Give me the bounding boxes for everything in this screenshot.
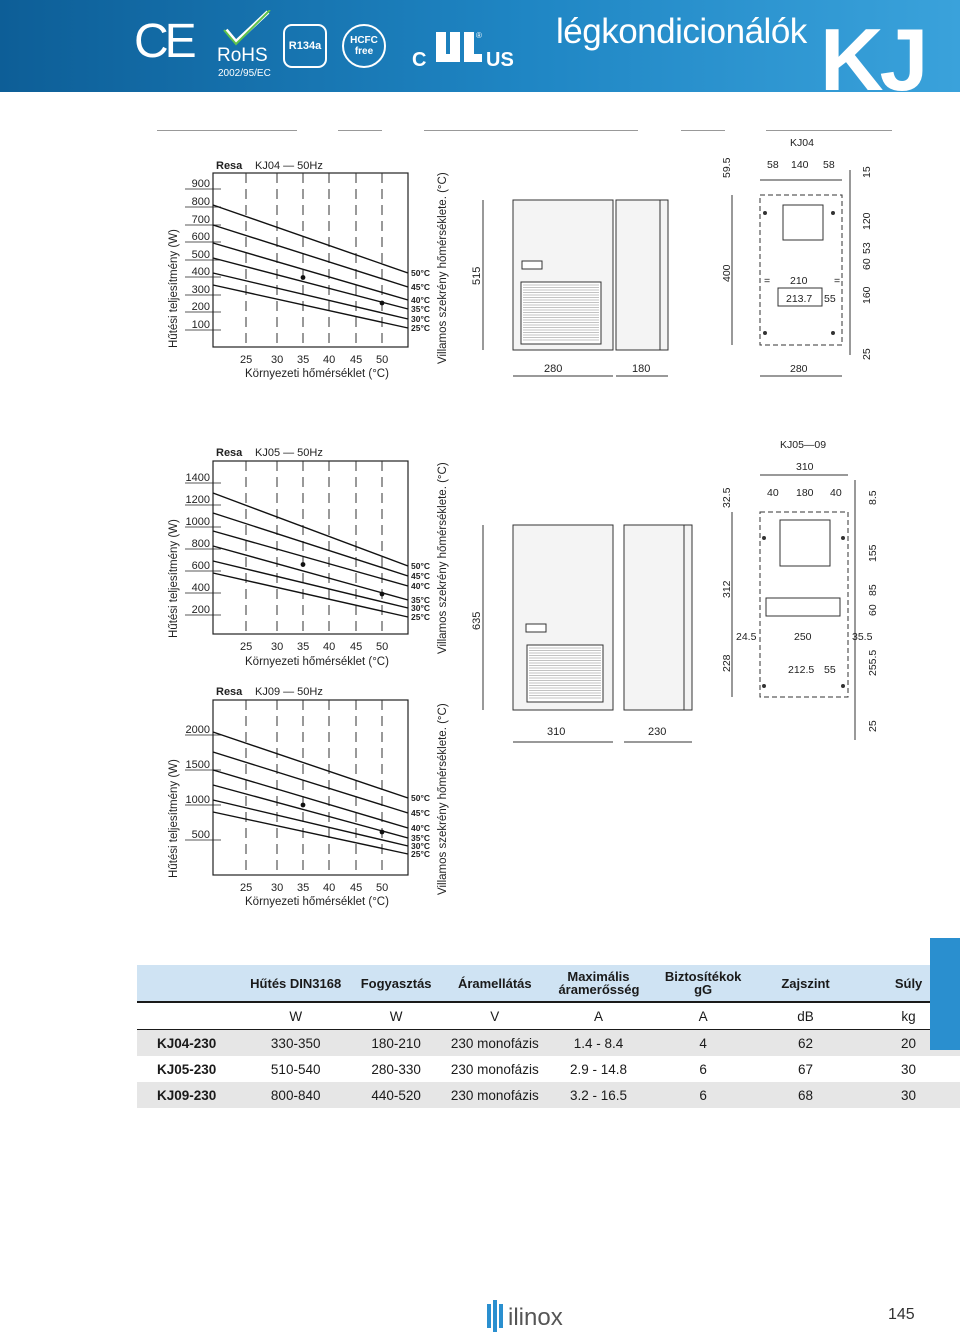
y-tick-label: 1200 — [185, 494, 210, 506]
x-tick-label: 30 — [271, 641, 284, 653]
performance-line — [213, 573, 408, 617]
dim-kj05-front: 310 — [547, 726, 566, 738]
dim-kj05-side: 230 — [648, 726, 667, 738]
reference-dot — [380, 830, 385, 835]
unit-cell: A — [545, 1002, 653, 1030]
table-row — [137, 1082, 960, 1108]
reference-dot — [380, 592, 385, 597]
table-cell: 230 monofázis — [450, 1061, 539, 1077]
table-cell: 6 — [699, 1061, 707, 1077]
y-tick-label: 500 — [191, 829, 210, 841]
y-tick-label: 600 — [191, 560, 210, 572]
dimension-label: 140 — [791, 159, 809, 171]
kj04-label: KJ04 — [790, 137, 814, 149]
dimension-label: 24.5 — [736, 631, 757, 643]
dimension-label: 85 — [867, 584, 879, 596]
series-label: 30°C — [411, 841, 430, 851]
unit-cell: kg — [857, 1002, 960, 1030]
table-cell: 30 — [857, 1082, 960, 1108]
dimension-label: 8.5 — [867, 490, 879, 505]
dimension-label: 210 — [790, 275, 808, 287]
performance-line — [213, 546, 408, 600]
dimension-label: 58 — [767, 159, 779, 171]
cul-c: C — [412, 49, 427, 71]
table-cell: 68 — [754, 1082, 857, 1108]
y-tick-label: 400 — [191, 582, 210, 594]
header-cell: Hűtés DIN3168 — [244, 965, 347, 1002]
chart-kj05 — [168, 447, 449, 668]
performance-line — [213, 752, 408, 813]
chart-ylabel: Hűtési teljesítmény (W) — [168, 519, 180, 638]
dimension-label: 160 — [861, 286, 873, 304]
x-tick-label: 45 — [350, 641, 363, 653]
table-row — [137, 1030, 960, 1057]
kj05-label: KJ05—09 — [780, 439, 827, 451]
dimension-label: 400 — [721, 264, 733, 282]
footer-brand: ilinox — [508, 1304, 563, 1331]
unit-cell-empty — [137, 1002, 244, 1030]
series-label: 25°C — [411, 612, 430, 622]
cutout-kj04 — [732, 170, 850, 376]
chart-side-label: Villamos szekrény hőmérséklete. (°C) — [437, 703, 449, 895]
dimension-label: 120 — [861, 212, 873, 230]
series-label: 40°C — [411, 823, 430, 833]
performance-line — [213, 513, 408, 576]
x-tick-label: 40 — [323, 641, 336, 653]
dimension-label: 32.5 — [721, 487, 733, 508]
x-tick-label: 35 — [297, 882, 310, 894]
x-tick-label: 35 — [297, 641, 310, 653]
dimension-label: 60 — [861, 258, 873, 270]
table-cell: 4 — [652, 1030, 754, 1057]
y-tick-label: 700 — [191, 214, 210, 226]
table-cell: 440-520 — [347, 1082, 445, 1108]
y-tick-label: 200 — [191, 604, 210, 616]
x-tick-label: 40 — [323, 882, 336, 894]
dimension-label: 25 — [861, 348, 873, 360]
spec-table — [137, 965, 960, 1108]
performance-line — [213, 273, 408, 319]
chart-brand: Resa — [216, 447, 243, 459]
table-cell: 800-840 — [244, 1082, 347, 1108]
chart-xlabel: Környezeti hőmérséklet (°C) — [245, 896, 389, 908]
dimension-label: 180 — [796, 487, 814, 499]
table-cell: 330-350 — [244, 1030, 347, 1057]
chart-xlabel: Környezeti hőmérséklet (°C) — [245, 368, 389, 380]
y-tick-label: 800 — [191, 538, 210, 550]
table-cell: 62 — [754, 1030, 857, 1057]
dimension-label: 213.7 — [786, 293, 813, 305]
dim-kj04-front: 280 — [544, 363, 563, 375]
x-tick-label: 50 — [376, 641, 389, 653]
hcfc-line2: free — [354, 46, 374, 57]
performance-line — [213, 493, 408, 566]
x-tick-label: 50 — [376, 882, 389, 894]
dimension-label: 53 — [861, 242, 873, 254]
x-tick-label: 30 — [271, 354, 284, 366]
chart-brand: Resa — [216, 686, 243, 698]
header-cell-model — [137, 965, 244, 1002]
x-tick-label: 50 — [376, 354, 389, 366]
dimension-label: 310 — [796, 461, 814, 473]
dimension-label: 25 — [867, 720, 879, 732]
y-tick-label: 1500 — [185, 759, 210, 771]
chart-model: KJ09 — 50Hz — [255, 686, 323, 698]
y-tick-label: 2000 — [185, 724, 210, 736]
dimension-label: 312 — [721, 580, 733, 598]
series-label: 45°C — [411, 571, 430, 581]
table-cell: 20 — [857, 1030, 960, 1057]
chart-brand: Resa — [216, 160, 243, 172]
dimension-label: 40 — [830, 487, 842, 499]
header-cell: Áramellátás — [445, 965, 545, 1002]
chart-side-label: Villamos szekrény hőmérséklete. (°C) — [437, 462, 449, 654]
performance-line — [213, 732, 408, 798]
table-cell: 180-210 — [347, 1030, 445, 1057]
reference-dot — [301, 803, 306, 808]
header-cell-text: Maximális áramerősség — [558, 969, 640, 997]
dimension-label: = — [834, 275, 841, 287]
page-number: 145 — [888, 1306, 915, 1323]
hcfc-line1: HCFC — [350, 35, 378, 46]
performance-line — [213, 561, 408, 608]
y-tick-label: 900 — [191, 178, 210, 190]
table-cell: 510-540 — [270, 1061, 321, 1077]
y-tick-label: 400 — [191, 266, 210, 278]
y-tick-label: 1000 — [185, 794, 210, 806]
chart-kj09 — [168, 686, 449, 908]
dim-kj04-side: 180 — [632, 363, 651, 375]
chart-frame — [213, 461, 408, 634]
series-label: 50°C — [411, 268, 430, 278]
performance-line — [213, 785, 408, 838]
dimension-label: 40 — [767, 487, 779, 499]
chart-model: KJ04 — 50Hz — [255, 160, 323, 172]
x-tick-label: 30 — [271, 882, 284, 894]
series-label: 25°C — [411, 323, 430, 333]
unit-cell: dB — [754, 1002, 857, 1030]
performance-line — [213, 531, 408, 586]
unit-cell: A — [652, 1002, 754, 1030]
y-tick-label: 800 — [191, 196, 210, 208]
dimension-label: 55 — [824, 293, 836, 305]
header-cell — [545, 965, 653, 1002]
x-tick-label: 25 — [240, 354, 253, 366]
series-code: KJ — [820, 10, 925, 92]
chart-ylabel: Hűtési teljesítmény (W) — [168, 229, 180, 348]
header-cell: Biztosítékok gG — [652, 965, 754, 1002]
model-cell: KJ05-230 — [157, 1061, 217, 1077]
table-cell: 1.4 - 8.4 — [545, 1030, 653, 1057]
series-label: 40°C — [411, 295, 430, 305]
dimension-label: 58 — [823, 159, 835, 171]
dimension-label: 59.5 — [721, 157, 733, 178]
rohs-label: RoHS — [217, 45, 268, 66]
y-tick-label: 100 — [191, 319, 210, 331]
header-cell: Fogyasztás — [347, 965, 445, 1002]
dimension-label: 255.5 — [867, 649, 879, 676]
dimension-label: 60 — [867, 604, 879, 616]
dimension-label: 250 — [794, 631, 812, 643]
y-tick-label: 500 — [191, 249, 210, 261]
series-label: 30°C — [411, 603, 430, 613]
units-row — [137, 1002, 960, 1030]
dimension-label: 55 — [824, 664, 836, 676]
y-tick-label: 200 — [191, 301, 210, 313]
unit-cell: V — [445, 1002, 545, 1030]
dimension-label: 15 — [861, 166, 873, 178]
dimension-label: 280 — [790, 363, 808, 375]
performance-line — [213, 812, 408, 854]
series-label: 30°C — [411, 314, 430, 324]
table-cell: 2.9 - 14.8 — [569, 1061, 627, 1077]
dimension-label: 212.5 — [788, 664, 815, 676]
performance-line — [213, 258, 408, 309]
y-tick-label: 300 — [191, 284, 210, 296]
dimension-label: 228 — [721, 654, 733, 672]
ilinox-logo — [487, 1300, 587, 1332]
unit-cell: W — [244, 1002, 347, 1030]
header-cell: Zajszint — [754, 965, 857, 1002]
dim-kj05-height: 635 — [471, 611, 483, 630]
dimension-label: 155 — [867, 544, 879, 562]
cutout-kj05 — [732, 475, 855, 740]
drawing-kj04-views — [483, 200, 668, 376]
model-cell: KJ04-230 — [137, 1030, 244, 1057]
series-label: 25°C — [411, 849, 430, 859]
table-cell: 67 — [798, 1061, 814, 1077]
table-cell: 230 monofázis — [445, 1082, 545, 1108]
performance-line — [213, 225, 408, 287]
series-label: 35°C — [411, 595, 430, 605]
chart-xlabel: Környezeti hőmérséklet (°C) — [245, 656, 389, 668]
model-cell: KJ09-230 — [137, 1082, 244, 1108]
chart-ylabel: Hűtési teljesítmény (W) — [168, 759, 180, 878]
performance-line — [213, 800, 408, 846]
dim-kj04-height: 515 — [471, 266, 483, 285]
cul-reg: ® — [476, 31, 482, 40]
series-label: 35°C — [411, 304, 430, 314]
dimension-label: 35.5 — [852, 631, 873, 643]
x-tick-label: 25 — [240, 641, 253, 653]
x-tick-label: 45 — [350, 882, 363, 894]
cul-us: US — [486, 49, 514, 71]
series-label: 40°C — [411, 581, 430, 591]
series-label: 45°C — [411, 808, 430, 818]
reference-dot — [380, 301, 385, 306]
table-cell: 6 — [652, 1082, 754, 1108]
drawing-kj05-views — [483, 525, 692, 742]
table-row — [137, 1056, 960, 1082]
table-cell: 3.2 - 16.5 — [545, 1082, 653, 1108]
series-label: 35°C — [411, 833, 430, 843]
table-cell: 30 — [901, 1061, 917, 1077]
table-cell: 230 monofázis — [445, 1030, 545, 1057]
series-label: 50°C — [411, 793, 430, 803]
dimension-label: = — [764, 275, 771, 287]
performance-line — [213, 770, 408, 828]
page-title: légkondicionálók — [556, 12, 807, 51]
unit-cell: W — [347, 1002, 445, 1030]
reference-dot — [301, 562, 306, 567]
series-label: 45°C — [411, 282, 430, 292]
rohs-directive: 2002/95/EC — [218, 68, 271, 79]
chart-kj04 — [168, 160, 449, 380]
x-tick-label: 25 — [240, 882, 253, 894]
x-tick-label: 40 — [323, 354, 336, 366]
table-header-row — [137, 965, 960, 1002]
reference-dot — [301, 275, 306, 280]
y-tick-label: 1000 — [185, 516, 210, 528]
table-cell: 280-330 — [371, 1061, 421, 1077]
x-tick-label: 45 — [350, 354, 363, 366]
performance-line — [213, 205, 408, 273]
x-tick-label: 35 — [297, 354, 310, 366]
y-tick-label: 1400 — [185, 472, 210, 484]
chart-side-label: Villamos szekrény hőmérséklete. (°C) — [437, 172, 449, 364]
ce-mark: CE — [134, 15, 193, 68]
y-tick-label: 600 — [191, 231, 210, 243]
series-label: 50°C — [411, 561, 430, 571]
chart-model: KJ05 — 50Hz — [255, 447, 323, 459]
side-tab — [930, 938, 960, 1050]
header-cell: Súly — [857, 965, 960, 1002]
r134a-badge: R134a — [283, 24, 327, 68]
